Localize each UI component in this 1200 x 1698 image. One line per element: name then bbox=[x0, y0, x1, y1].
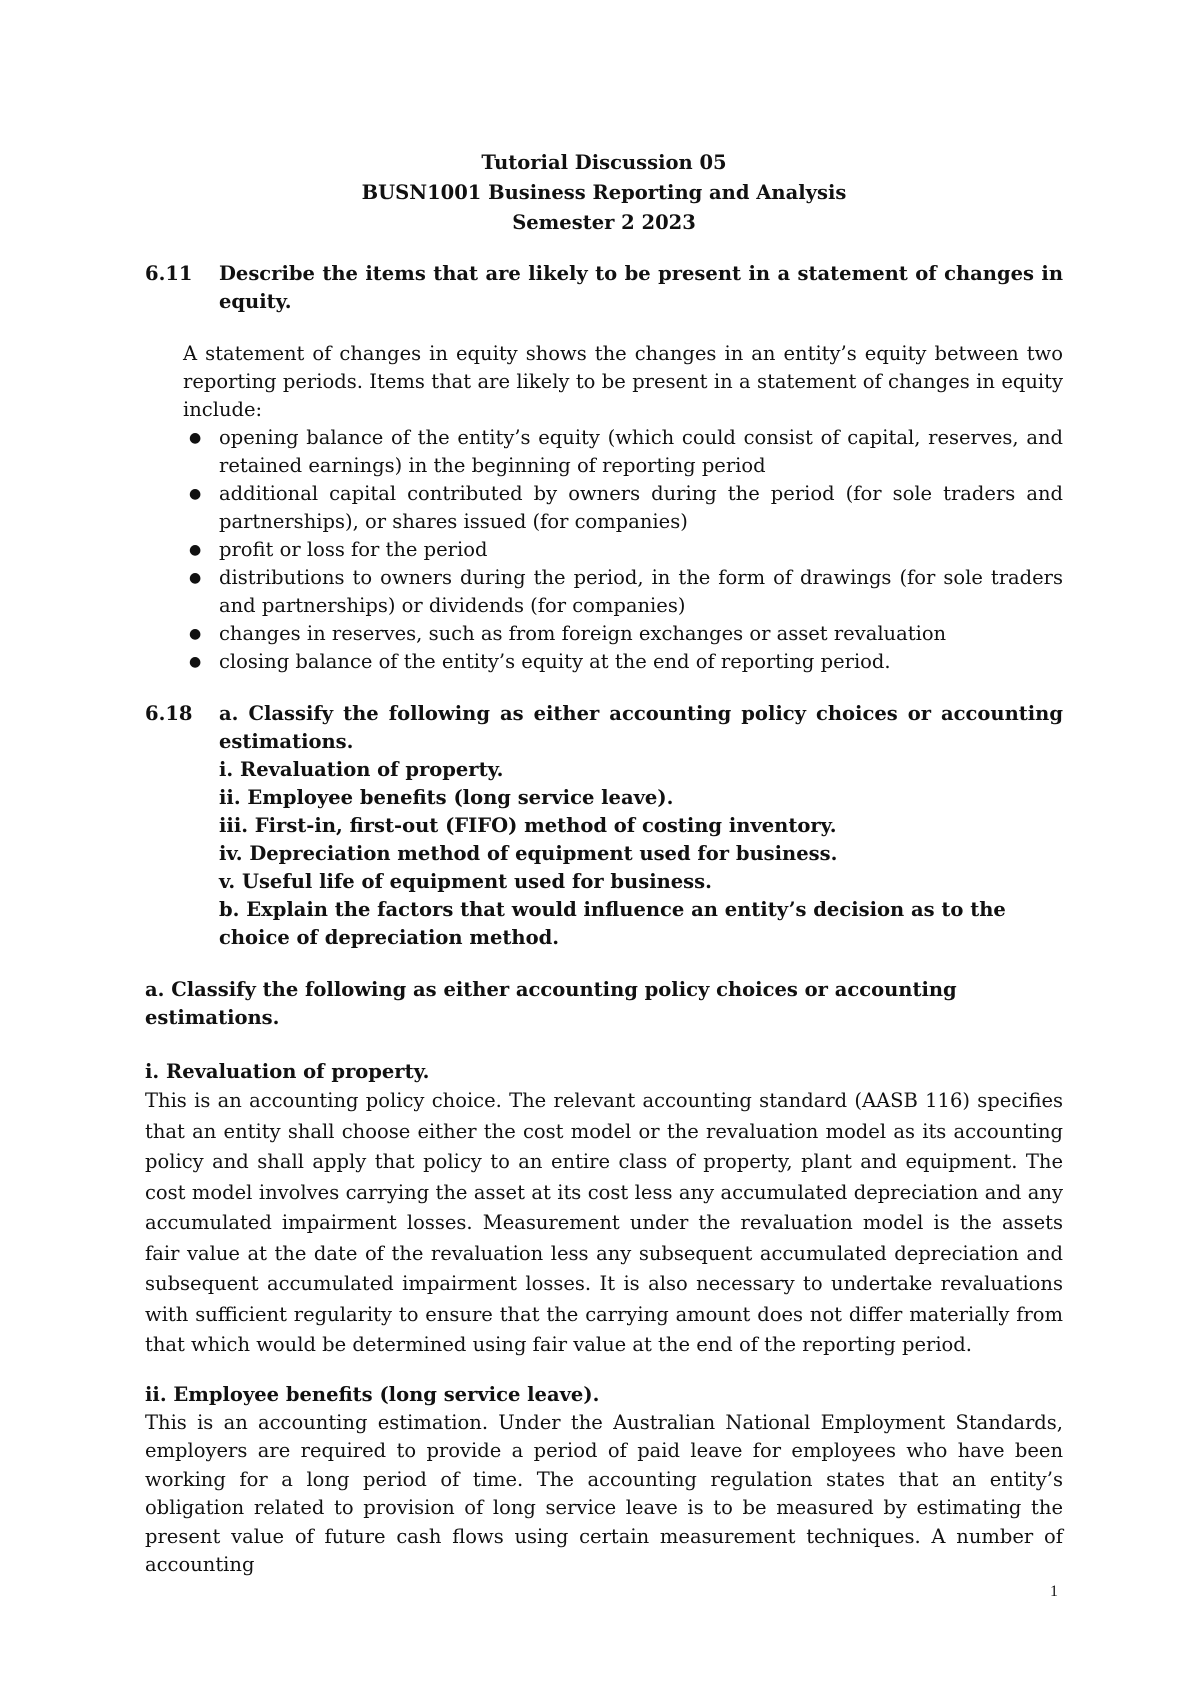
question-text bbox=[219, 700, 1063, 952]
answer-i-text: This is an accounting policy choice. The relevant accounting standard (AASB 116) specifies that an entity shall choose either the cost model or the revaluation model as its accounting policy and shall apply that policy to an entire class of property, plant and equipment. The cost model involves carrying the asset at its cost less any accumulated depreciation and any accumulated impairment losses. Measurement under the revaluation model is the assets fair value at the date of the revaluation less any subsequent accumulated depreciation and subsequent accumulated impairment losses. It is also necessary to undertake revaluations with sufficient regularity to ensure that the carrying amount does not differ materially from that which would be determined using fair value at the end of the reporting period. bbox=[145, 1089, 1063, 1356]
title-line-3: Semester 2 2023 bbox=[512, 211, 696, 234]
answer-6-11-intro: A statement of changes in equity shows the changes in an entity’s equity between two reporting periods. Items that are likely to be present in a statement of changes in equity include: bbox=[183, 342, 1063, 421]
bullet-icon: ● bbox=[189, 486, 202, 502]
bullet-icon: ● bbox=[189, 570, 202, 586]
question-part-a: a. Classify the following as either accounting policy choices or accounting estimations. bbox=[219, 702, 1063, 753]
answer-i-heading: i. Revaluation of property. bbox=[145, 1060, 430, 1083]
answer-heading-a: a. Classify the following as either accounting policy choices or accounting estimations. bbox=[145, 978, 957, 1029]
answer-ii-text: This is an accounting estimation. Under the Australian National Employment Standards, employers are required to provide a period of paid leave for employees who have been working for a long period of time. The accounting regulation states that an entity’s obligation related to provision of long service leave is to be measured by estimating the present value of future cash flows using certain measurement techniques. A number of accounting bbox=[145, 1410, 1063, 1576]
list-item bbox=[183, 648, 1063, 676]
list-item-text: closing balance of the entity’s equity at the end of reporting period. bbox=[219, 650, 891, 673]
document-title-block bbox=[145, 148, 1063, 238]
list-item-text: changes in reserves, such as from foreign exchanges or asset revaluation bbox=[219, 622, 947, 645]
title-line-1: Tutorial Discussion 05 bbox=[481, 151, 727, 174]
document-content bbox=[145, 148, 1063, 1580]
list-item-text: additional capital contributed by owners during the period (for sole traders and partnerships), or shares issued (for companies) bbox=[219, 482, 1063, 533]
question-item: ii. Employee benefits (long service leave). bbox=[219, 786, 674, 809]
equity-items-list bbox=[183, 424, 1063, 676]
list-item bbox=[183, 424, 1063, 480]
list-item bbox=[183, 620, 1063, 648]
question-6-18 bbox=[145, 700, 1063, 952]
title-line-2: BUSN1001 Business Reporting and Analysis bbox=[361, 181, 847, 204]
question-item: i. Revaluation of property. bbox=[219, 758, 504, 781]
question-text: Describe the items that are likely to be present in a statement of changes in equity. bbox=[219, 262, 1063, 313]
list-item-text: distributions to owners during the period, in the form of drawings (for sole traders and partnerships) or dividends (for companies) bbox=[219, 566, 1063, 617]
question-item: v. Useful life of equipment used for business. bbox=[219, 870, 712, 893]
question-number: 6.11 bbox=[145, 262, 193, 285]
list-item bbox=[183, 536, 1063, 564]
question-item: iii. First-in, first-out (FIFO) method of costing inventory. bbox=[219, 814, 837, 837]
bullet-icon: ● bbox=[189, 654, 202, 670]
question-item: iv. Depreciation method of equipment used for business. bbox=[219, 842, 838, 865]
list-item-text: profit or loss for the period bbox=[219, 538, 488, 561]
question-part-b: b. Explain the factors that would influence an entity’s decision as to the choice of depreciation method. bbox=[219, 898, 1006, 949]
list-item-text: opening balance of the entity’s equity (which could consist of capital, reserves, and retained earnings) in the beginning of reporting period bbox=[219, 426, 1063, 477]
question-6-11 bbox=[145, 260, 1063, 316]
list-item bbox=[183, 480, 1063, 536]
bullet-icon: ● bbox=[189, 542, 202, 558]
list-item bbox=[183, 564, 1063, 620]
answer-ii-heading: ii. Employee benefits (long service leave). bbox=[145, 1382, 600, 1406]
question-number: 6.18 bbox=[145, 702, 193, 725]
bullet-icon: ● bbox=[189, 626, 202, 642]
page-number: 1 bbox=[1050, 1583, 1058, 1600]
bullet-icon: ● bbox=[189, 430, 202, 446]
